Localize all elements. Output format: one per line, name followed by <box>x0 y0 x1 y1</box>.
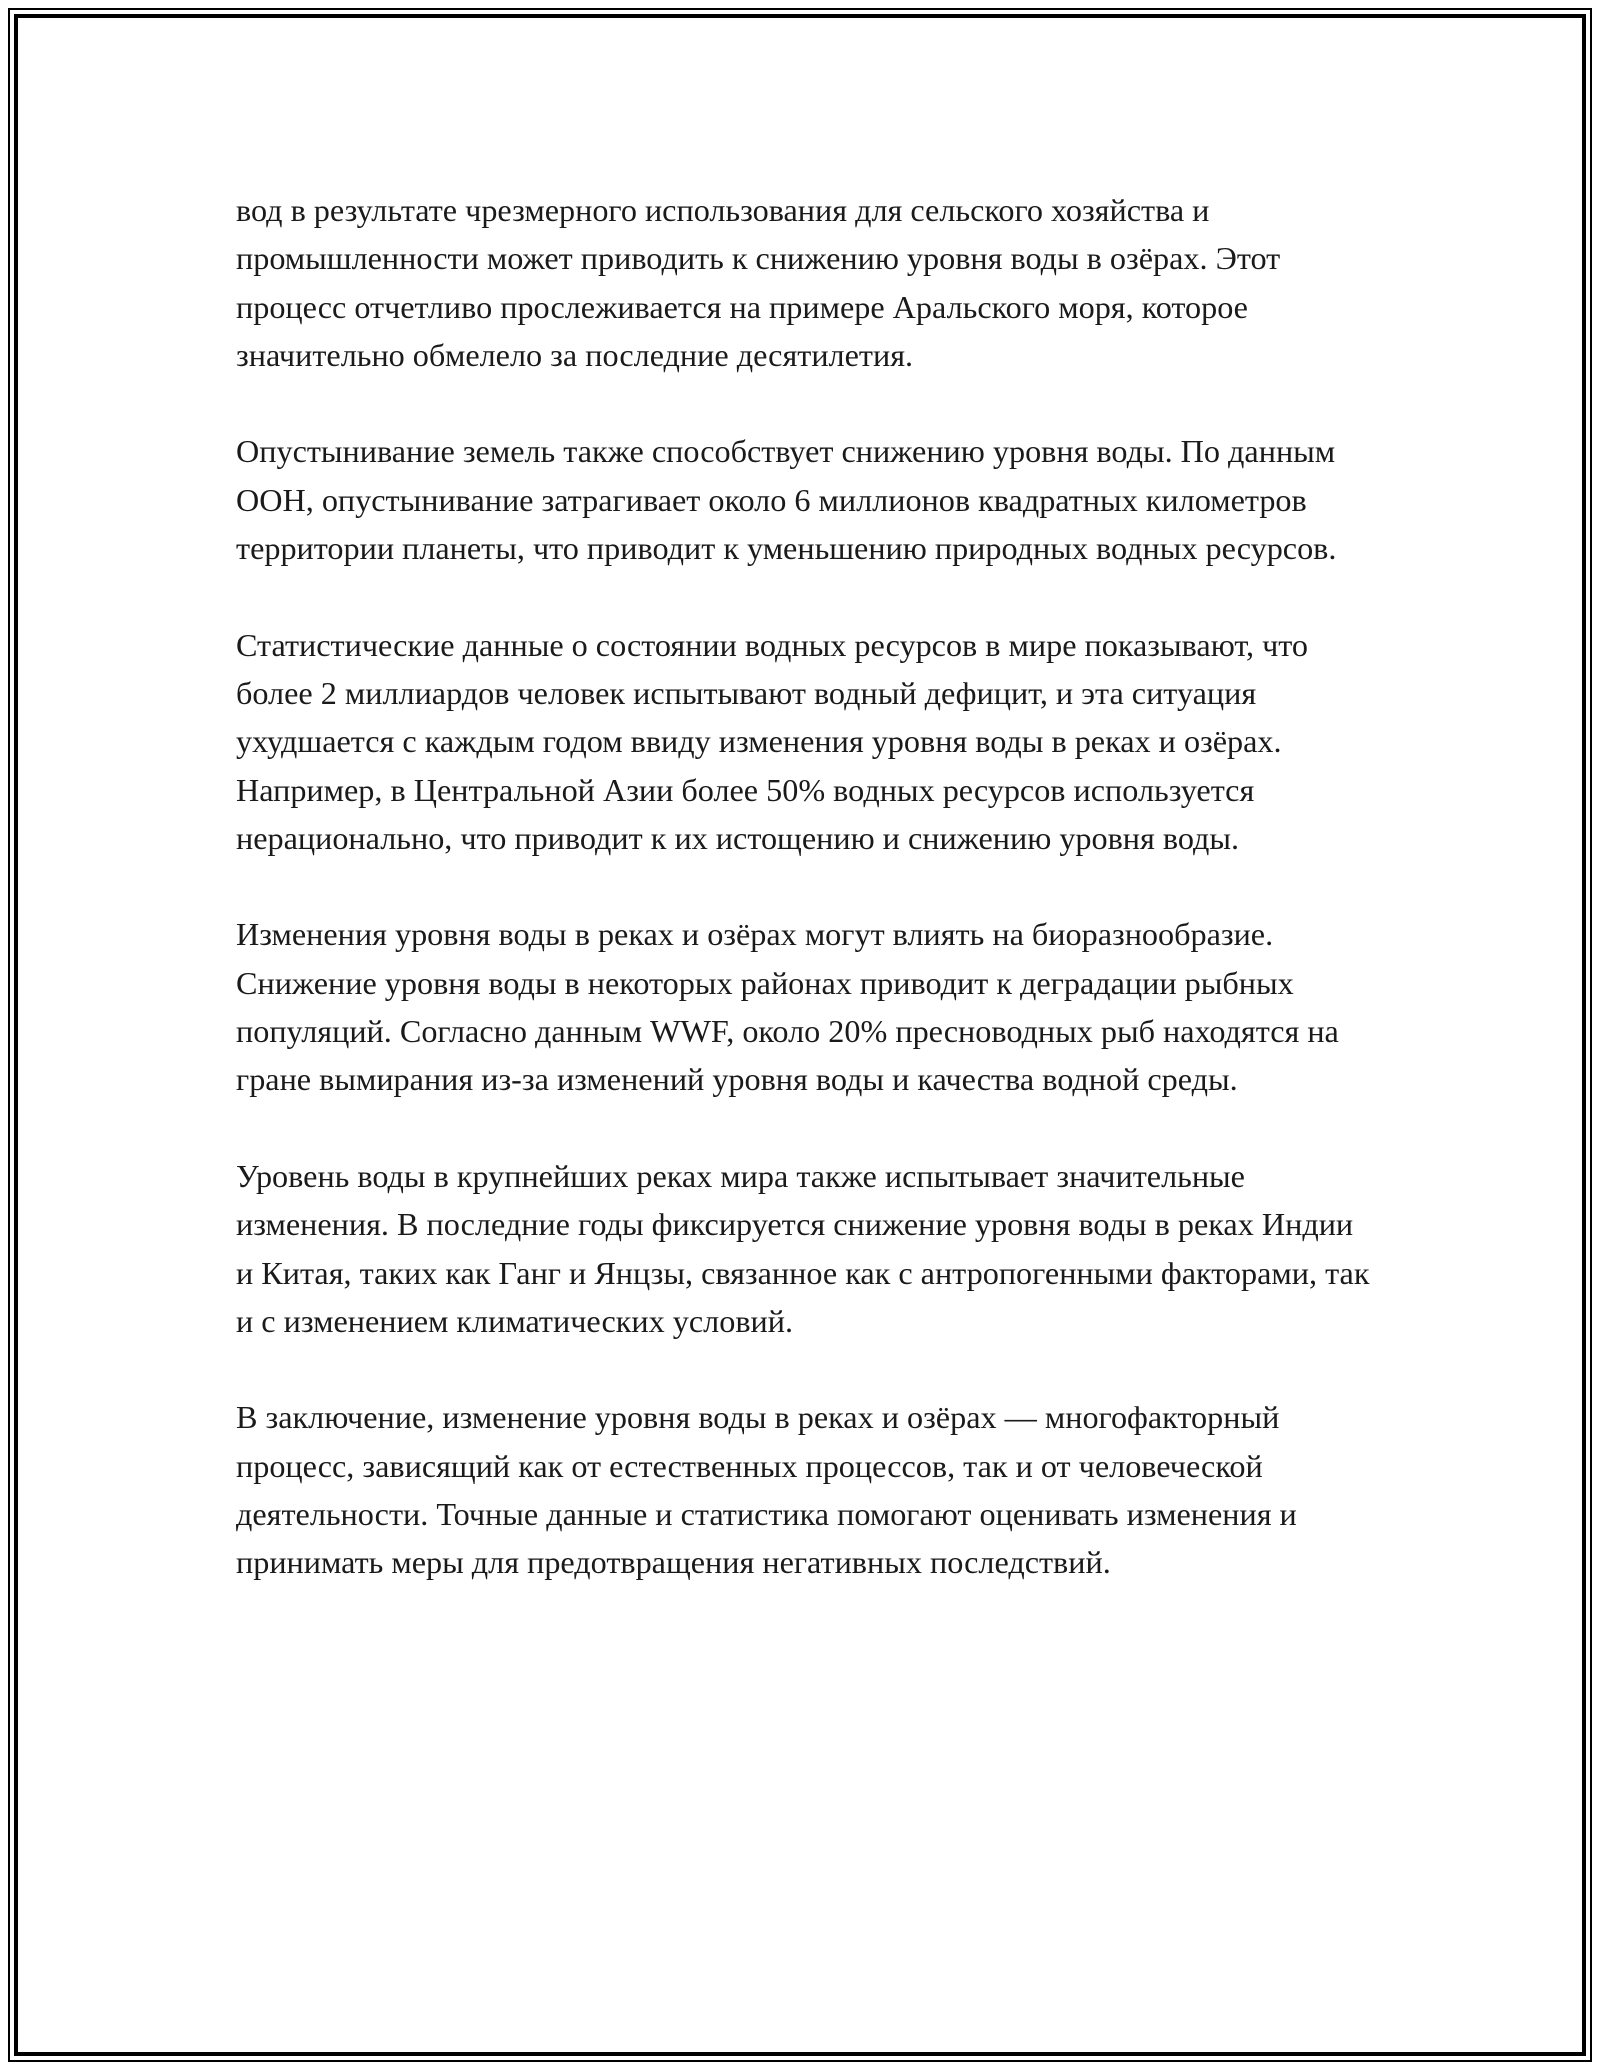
paragraph-3: Статистические данные о состоянии водных ресурсов в мире показывают, что более 2 миллиардов человек испытывают водный дефицит, и эта ситуация ухудшается с каждым годом ввиду изменения уровня воды в реках и озёрах. Например, в Центральной Азии более 50% водных ресурсов используется нерационально, что приводит к их истощению и снижению уровня воды. <box>236 626 1308 856</box>
document-body <box>236 186 1376 1587</box>
paragraph-4: Изменения уровня воды в реках и озёрах могут влиять на биоразнообразие. Снижение уровня воды в некоторых районах приводит к деградации рыбных популяций. Согласно данным WWF, около 20% пресноводных рыб находятся на гране вымирания из-за изменений уровня воды и качества водной среды. <box>236 916 1339 1098</box>
paragraph-1: вод в результате чрезмерного использования для сельского хозяйства и промышленности может приводить к снижению уровня воды в озёрах. Этот процесс отчетливо прослеживается на примере Аральского моря, которое значительно обмелело за последние десятилетия. <box>236 192 1281 373</box>
paragraph-6: В заключение, изменение уровня воды в реках и озёрах — многофакторный процесс, зависящий как от естественных процессов, так и от человеческой деятельности. Точные данные и статистика помогают оценивать изменения и принимать меры для предотвращения негативных последствий. <box>236 1399 1297 1581</box>
paragraph-2: Опустынивание земель также способствует снижению уровня воды. По данным ООН, опустынивание затрагивает около 6 миллионов квадратных километров территории планеты, что приводит к уменьшению природных водных ресурсов. <box>236 433 1337 567</box>
paragraph-5: Уровень воды в крупнейших реках мира также испытывает значительные изменения. В последние годы фиксируется снижение уровня воды в реках Индии и Китая, таких как Ганг и Янцзы, связанное как с антропогенными факторами, так и с изменением климатических условий. <box>236 1157 1370 1339</box>
